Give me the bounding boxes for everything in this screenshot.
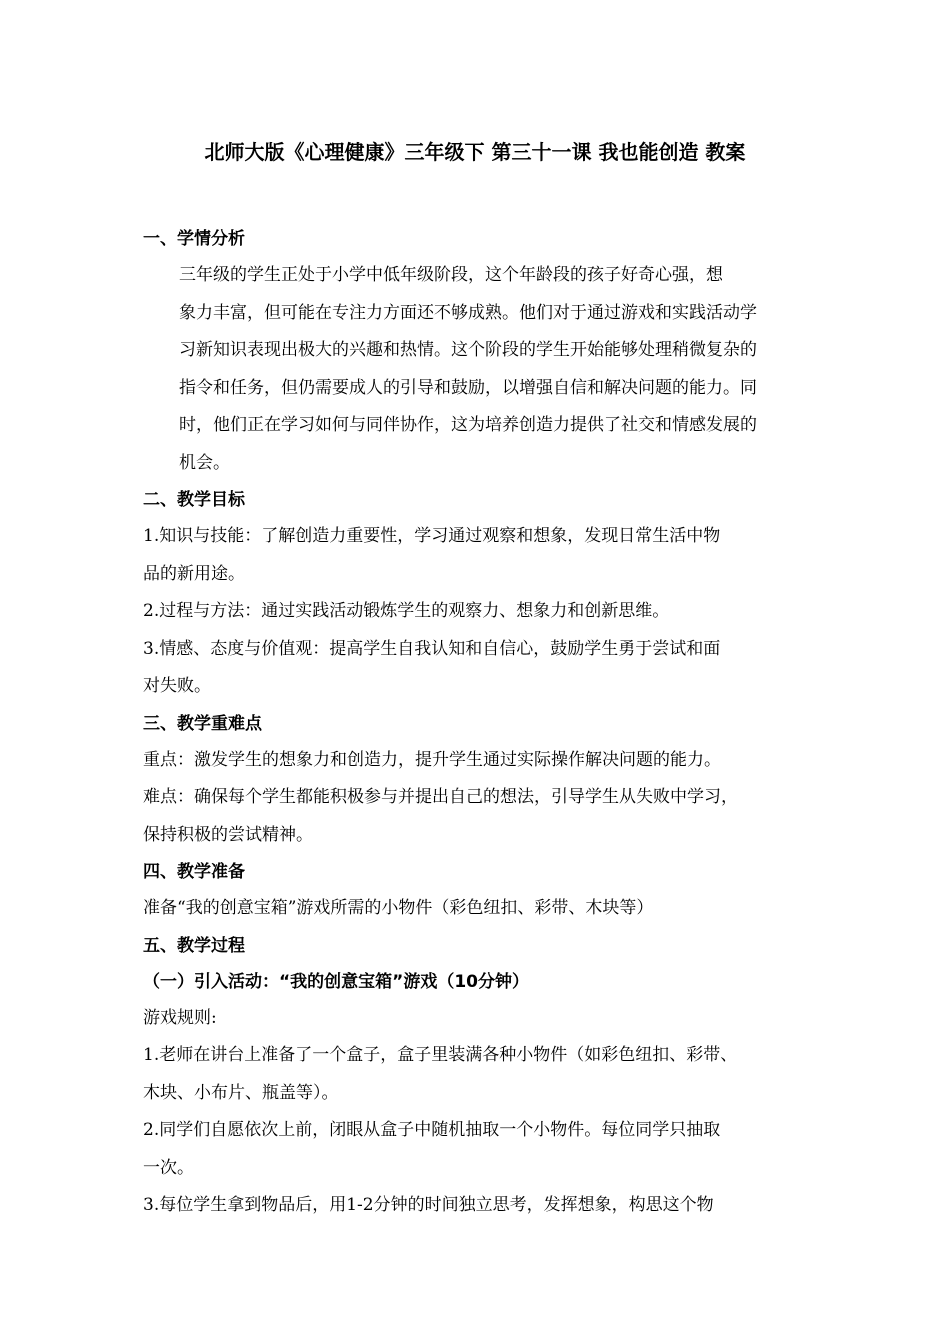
paragraph — [143, 1000, 815, 1038]
text-line: 三年级的学生正处于小学中低年级阶段，这个年龄段的孩子好奇心强，想 — [179, 265, 723, 285]
text-line: 游戏规则: — [143, 1007, 217, 1028]
paragraph — [143, 518, 815, 593]
text-line: 时，他们正在学习如何与同伴协作，这为培养创造力提供了社交和情感发展的 — [179, 415, 757, 435]
text-line: 2.同学们自愿依次上前，闭眼从盒子中随机抽取一个小物件。每位同学只抽取 — [143, 1120, 721, 1140]
text-line: 一次。 — [143, 1157, 194, 1178]
section-heading: （一）引入活动：“我的创意宝箱”游戏（10分钟） — [143, 971, 530, 992]
paragraph — [143, 257, 815, 482]
text-line: 指令和任务，但仍需要成人的引导和鼓励，以增强自信和解决问题的能力。同 — [179, 377, 757, 398]
paragraph — [143, 1112, 815, 1187]
document-title: 北师大版《心理健康》三年级下 第三十一课 我也能创造 教案 — [204, 140, 746, 164]
paragraph — [143, 1187, 815, 1225]
document-body — [143, 221, 815, 1225]
text-line: 难点：确保每个学生都能积极参与并提出自己的想法，引导学生从失败中学习， — [143, 787, 738, 807]
text-line: 3.每位学生拿到物品后，用1-2分钟的时间独立思考，发挥想象，构思这个物 — [143, 1195, 714, 1215]
text-line: 对失败。 — [143, 676, 211, 696]
text-line: 象力丰富，但可能在专注力方面还不够成熟。他们对于通过游戏和实践活动学 — [179, 302, 757, 323]
text-line: 准备“我的创意宝箱”游戏所需的小物件（彩色纽扣、彩带、木块等） — [143, 898, 654, 918]
text-line: 1.老师在讲台上准备了一个盒子，盒子里装满各种小物件（如彩色纽扣、彩带、 — [143, 1045, 738, 1065]
paragraph — [143, 1037, 815, 1112]
text-line: 品的新用途。 — [143, 563, 245, 584]
text-line: 习新知识表现出极大的兴趣和热情。这个阶段的学生开始能够处理稍微复杂的 — [179, 340, 757, 360]
text-line: 保持积极的尝试精神。 — [143, 824, 313, 845]
paragraph — [143, 890, 815, 928]
paragraph — [143, 631, 815, 706]
section-heading: 二、教学目标 — [143, 490, 245, 510]
text-line: 1.知识与技能：了解创造力重要性，学习通过观察和想象，发现日常生活中物 — [143, 526, 721, 546]
paragraph — [143, 779, 815, 854]
section-heading: 四、教学准备 — [143, 862, 245, 882]
paragraph — [143, 593, 815, 631]
paragraph — [143, 742, 815, 780]
text-line: 木块、小布片、瓶盖等）。 — [143, 1082, 339, 1103]
text-line: 3.情感、态度与价值观：提高学生自我认知和自信心，鼓励学生勇于尝试和面 — [143, 638, 721, 659]
text-line: 2.过程与方法：通过实践活动锻炼学生的观察力、想象力和创新思维。 — [143, 601, 670, 621]
text-line: 机会。 — [179, 452, 230, 473]
section-heading: 五、教学过程 — [143, 935, 245, 956]
text-line: 重点：激发学生的想象力和创造力，提升学生通过实际操作解决问题的能力。 — [143, 749, 721, 770]
section-heading: 三、教学重难点 — [143, 713, 262, 734]
section-heading: 一、学情分析 — [143, 229, 245, 249]
